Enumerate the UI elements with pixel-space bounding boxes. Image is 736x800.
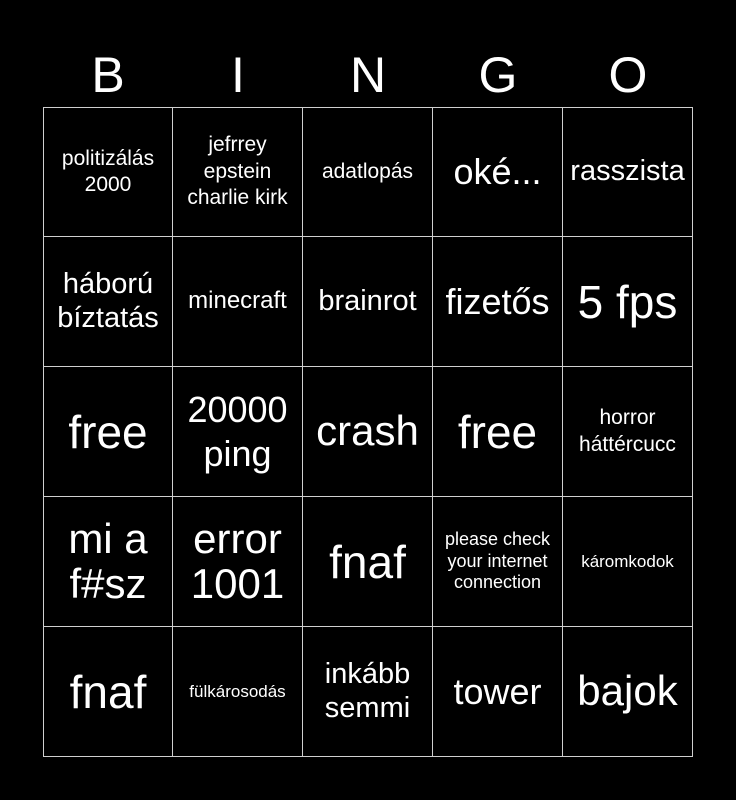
bingo-cell-r4-c2[interactable]: error 1001 [173,497,303,627]
bingo-cell-r1-c3[interactable]: adatlopás [303,107,433,237]
bingo-cell-r3-c2[interactable]: 20000 ping [173,367,303,497]
bingo-cell-r4-c3[interactable]: fnaf [303,497,433,627]
bingo-cell-r1-c2[interactable]: jefrrey epstein charlie kirk [173,107,303,237]
bingo-cell-r4-c5[interactable]: káromkodok [563,497,693,627]
bingo-cell-r5-c4[interactable]: tower [433,627,563,757]
bingo-cell-r3-c5[interactable]: horror háttércucc [563,367,693,497]
bingo-cell-r3-c3[interactable]: crash [303,367,433,497]
header-letter-i: I [231,47,245,103]
header-letter-b: B [91,47,125,103]
bingo-cell-r5-c5[interactable]: bajok [563,627,693,757]
header-letter-g: G [478,47,518,103]
bingo-cell-r5-c1[interactable]: fnaf [43,627,173,757]
bingo-board [43,107,693,757]
bingo-cell-r1-c5[interactable]: rasszista [563,107,693,237]
bingo-cell-r5-c2[interactable]: fülkárosodás [173,627,303,757]
bingo-cell-r5-c3[interactable]: inkább semmi [303,627,433,757]
bingo-cell-r2-c3[interactable]: brainrot [303,237,433,367]
bingo-cell-r2-c5[interactable]: 5 fps [563,237,693,367]
bingo-cell-r1-c1[interactable]: politizálás 2000 [43,107,173,237]
bingo-cell-r2-c1[interactable]: háború bíztatás [43,237,173,367]
header-letter-n: N [349,47,387,103]
bingo-header [43,46,693,104]
bingo-cell-r2-c4[interactable]: fizetős [433,237,563,367]
bingo-cell-r4-c1[interactable]: mi a f#sz [43,497,173,627]
bingo-cell-r3-c4[interactable]: free [433,367,563,497]
bingo-cell-r3-c1[interactable]: free [43,367,173,497]
bingo-cell-r1-c4[interactable]: oké... [433,107,563,237]
header-letter-o: O [608,47,648,103]
bingo-cell-r4-c4[interactable]: please check your internet connection [433,497,563,627]
bingo-cell-r2-c2[interactable]: minecraft [173,237,303,367]
